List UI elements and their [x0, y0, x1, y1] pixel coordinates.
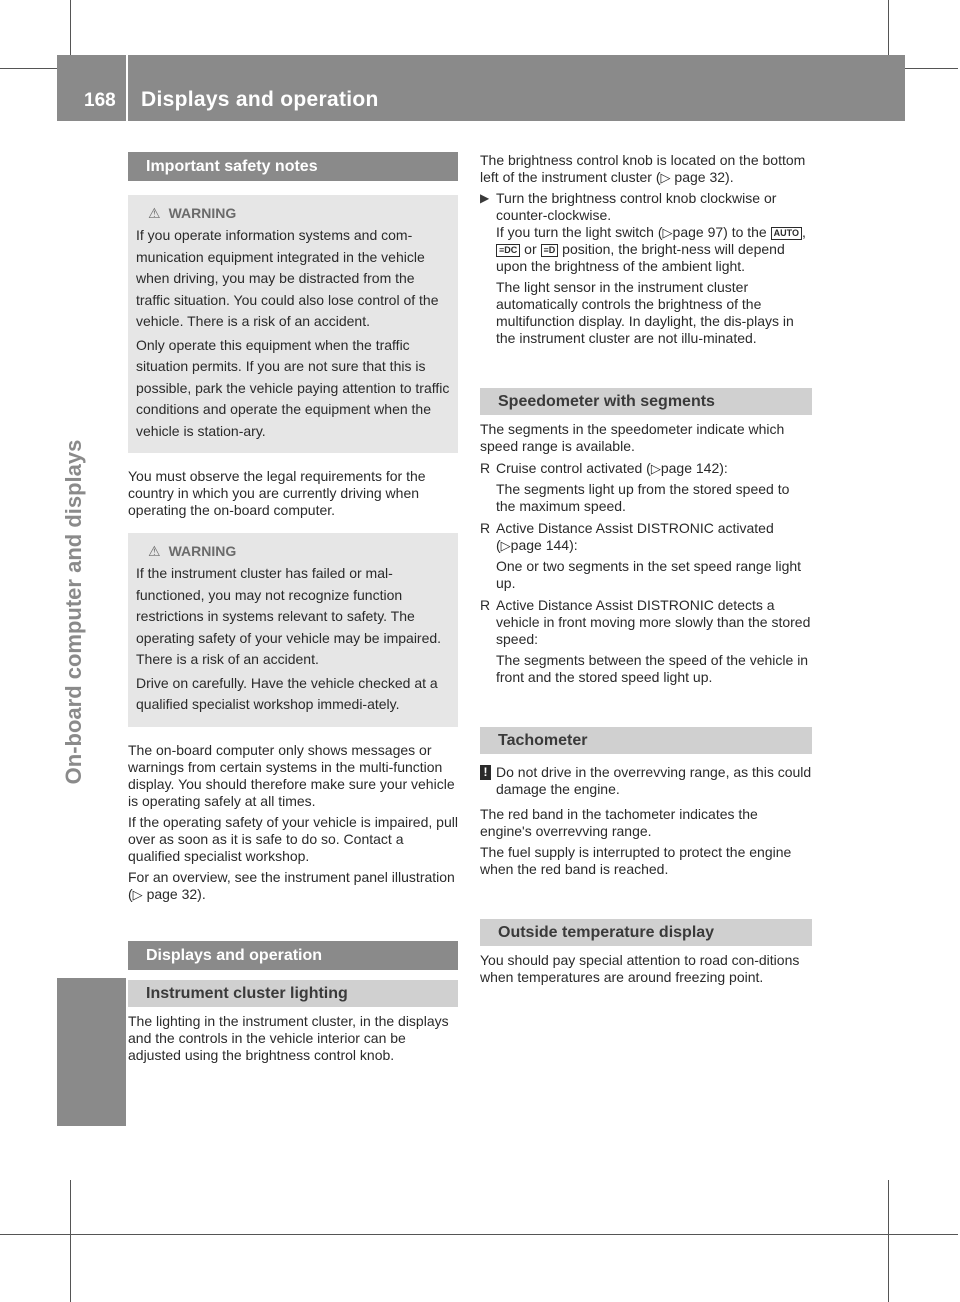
page-ref-icon: ▷	[132, 886, 143, 902]
warning-box-2	[128, 533, 458, 727]
side-tab-block	[57, 978, 126, 1126]
overview-paragraph: For an overview, see the instrument panel illustration (▷ page 32).	[128, 868, 455, 902]
knob-paragraph: The brightness control knob is located on the bottom left of the instrument cluster (▷ page 32).	[480, 152, 806, 185]
page-ref-icon: ▷	[650, 461, 661, 476]
page-ref-icon: ▷	[660, 170, 671, 185]
page-link[interactable]: page 32).	[146, 885, 206, 902]
low-beam-icon: ≡D	[541, 244, 559, 257]
warning-triangle-icon: ⚠	[148, 543, 161, 559]
parking-light-icon: ≡DC	[496, 244, 520, 257]
right-column	[480, 152, 812, 986]
bullet-distronic-detects: R Active Distance Assist DISTRONIC detects a vehicle in front moving more slowly than the stored speed: The segments between the speed of the vehicle in front and the stored speed light up.	[480, 597, 811, 685]
page-link[interactable]: page 144):	[510, 537, 578, 553]
page-link[interactable]: page 142):	[660, 460, 728, 476]
left-column	[128, 152, 458, 1064]
light-switch-step: If you turn the light switch (▷page 97) to the AUTO , ≡DC or ≡D position, the bright-ness will depend upon the brightness of the ambient light.	[496, 224, 806, 274]
page-ref-icon: ▷	[662, 225, 673, 240]
warning-title-1: ⚠ WARNING	[148, 205, 237, 221]
page-link[interactable]: page 32).	[674, 169, 734, 185]
bullet-icon: R	[480, 520, 491, 536]
warning-1-text-1: If you operate information systems and com-munication equipment integrated in the vehicle when driving, you may be distracted from the traffic situation. You could also lose control of the vehicle. There is a risk of an accident.	[136, 227, 439, 329]
impaired-paragraph: If the operating safety of your vehicle is impaired, pull over as soon as it is safe to do so. Contact a qualified specialist workshop.	[128, 813, 458, 864]
crop-line-bottom	[0, 1234, 958, 1235]
side-tab-label: On-board computer and displays	[61, 439, 86, 785]
warning-title-2: ⚠ WARNING	[148, 543, 237, 559]
header-separator	[126, 55, 128, 121]
page-title: Displays and operation	[141, 88, 379, 111]
step-arrow-icon: ▶	[480, 191, 490, 205]
tachometer-paragraph-2: The fuel supply is interrupted to protect the engine when the red band is reached.	[480, 844, 792, 877]
tachometer-note: ! Do not drive in the overrevving range, as this could damage the engine.	[480, 764, 812, 798]
crop-line-left-bottom	[70, 1180, 71, 1302]
messages-paragraph: The on-board computer only shows messages or warnings from certain systems in the multi-function display. You should therefore make sure your vehicle is operating safely at all times.	[128, 741, 455, 809]
step-turn-knob: ▶ Turn the brightness control knob clockwise or counter-clockwise. If you turn the light switch (▷page 97) to the AUTO , ≡DC or ≡D position, the bright-ness will depend upon the brightness of the ambient light. The light sensor in the instrument cluster automatically controls the brightness of the multifunction display. In daylight, the dis-plays in the instrument cluster are not illu-minated.	[480, 190, 812, 347]
outside-temp-paragraph: You should pay special attention to road con-ditions when temperatures are around freezing point.	[480, 952, 800, 985]
warning-box-1	[128, 195, 458, 453]
bullet-distronic-activated: R Active Distance Assist DISTRONIC activated (▷page 144): One or two segments in the set speed range light up.	[480, 520, 802, 591]
tachometer-heading: Tachometer	[480, 727, 812, 754]
speedometer-heading: Speedometer with segments	[480, 388, 812, 415]
outside-temp-heading: Outside temperature display	[480, 919, 812, 946]
warning-2-text-2: Drive on carefully. Have the vehicle checked at a qualified specialist workshop immedi-ately.	[136, 674, 438, 712]
page-ref-icon: ▷	[500, 538, 511, 553]
lighting-paragraph: The lighting in the instrument cluster, in the displays and the controls in the vehicle interior can be adjusted using the brightness control knob.	[128, 1012, 449, 1063]
caution-icon: !	[480, 765, 491, 780]
bullet-icon: R	[480, 597, 491, 613]
page-link[interactable]: page 97) to the	[672, 224, 771, 240]
speedometer-intro: The segments in the speedometer indicate which speed range is available.	[480, 421, 785, 454]
tachometer-paragraph-1: The red band in the tachometer indicates the engine's overrevving range.	[480, 806, 758, 839]
light-sensor-text: The light sensor in the instrument cluster automatically controls the brightness of the multifunction display. In daylight, the dis-plays in the instrument cluster are not illu-minated.	[496, 279, 794, 346]
warning-triangle-icon: ⚠	[148, 205, 161, 221]
legal-paragraph: You must observe the legal requirements for the country in which you are currently driving when operating the on-board computer.	[128, 468, 426, 518]
crop-line-right-bottom	[888, 1180, 889, 1302]
bullet-cruise-control: R Cruise control activated (▷page 142): The segments light up from the stored speed to the maximum speed.	[480, 460, 790, 514]
displays-operation-heading: Displays and operation	[128, 941, 458, 970]
warning-1-text-2: Only operate this equipment when the traffic situation permits. If you are not sure that this is possible, park the vehicle paying attention to traffic conditions and operate the equipment when the vehicle is station-ary.	[136, 336, 450, 439]
warning-2-text-1: If the instrument cluster has failed or mal-functioned, you may not recognize function restrictions in systems relevant to safety. The operating safety of your vehicle may be impaired. There is a risk of an accident.	[136, 565, 442, 667]
auto-light-icon: AUTO	[771, 227, 802, 240]
bullet-icon: R	[480, 460, 491, 476]
page-number: 168	[84, 90, 116, 111]
cluster-lighting-heading: Instrument cluster lighting	[128, 980, 458, 1007]
important-safety-heading: Important safety notes	[128, 152, 458, 181]
